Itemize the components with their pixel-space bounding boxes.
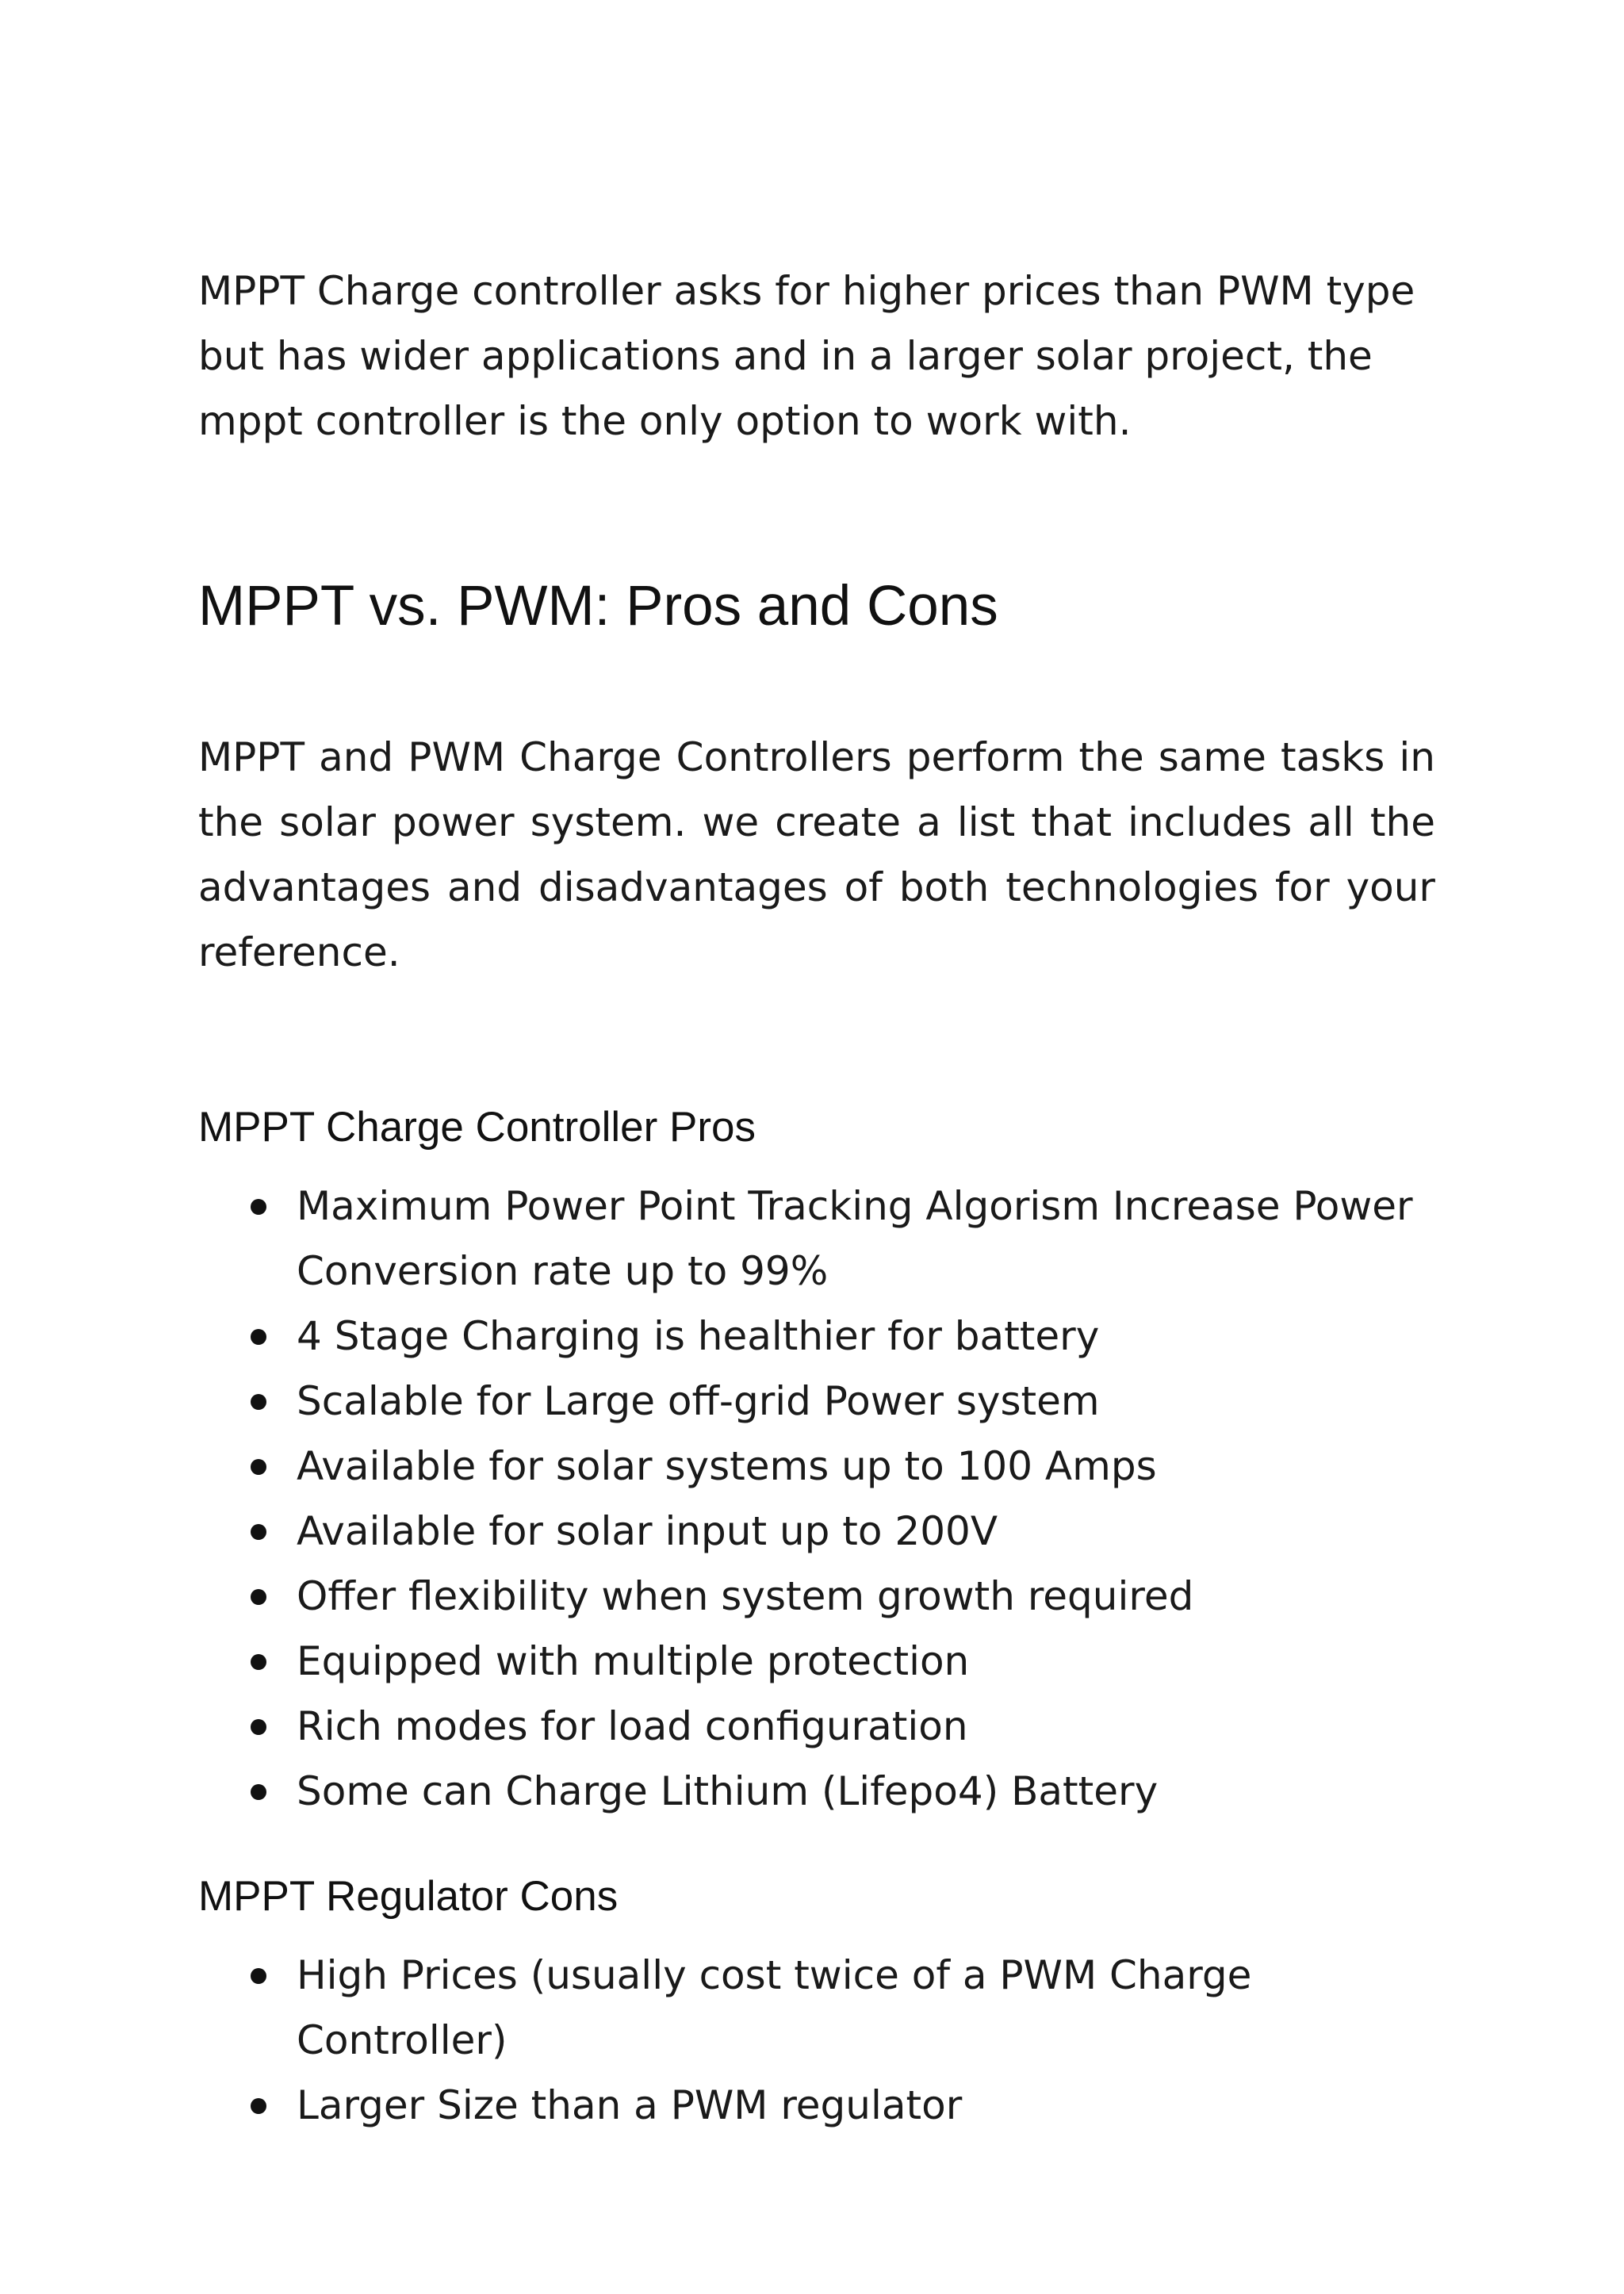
list-item-text: High Prices (usually cost twice of a PWM Charge Controller) (297, 1952, 1252, 2063)
list-item-text: Equipped with multiple protection (297, 1638, 970, 1684)
bullet-icon (251, 1199, 266, 1215)
list-item-text: Offer flexibility when system growth required (297, 1573, 1194, 1619)
list-item-text: Rich modes for load configuration (297, 1703, 968, 1749)
list-item-text: Available for solar input up to 200V (297, 1508, 998, 1554)
list-item (198, 1759, 1467, 1824)
list-item-text: Maximum Power Point Tracking Algorism Increase Power Conversion rate up to 99% (297, 1183, 1413, 1294)
bullet-icon (251, 1394, 266, 1410)
bullet-icon (251, 1968, 266, 1984)
list-item (198, 1943, 1467, 2073)
list-item (198, 1369, 1467, 1434)
list-item-text: Some can Charge Lithium (Lifepo4) Battery (297, 1768, 1159, 1814)
list-item (198, 1694, 1467, 1759)
bullet-icon (251, 1719, 266, 1735)
list-item (198, 1174, 1467, 1304)
list-item (198, 1499, 1467, 1564)
page-title: MPPT vs. PWM: Pros and Cons (198, 575, 998, 638)
bullet-icon (251, 1784, 266, 1800)
list-item-text: Larger Size than a PWM regulator (297, 2082, 963, 2128)
list-item (198, 2073, 1467, 2138)
list-item-text: Scalable for Large off-grid Power system (297, 1378, 1100, 1424)
bullet-icon (251, 2098, 266, 2114)
list-item (198, 1434, 1467, 1499)
cons-list (198, 1943, 1467, 2138)
list-item (198, 1304, 1467, 1369)
bullet-icon (251, 1329, 266, 1345)
bullet-icon (251, 1589, 266, 1605)
pros-heading: MPPT Charge Controller Pros (198, 1104, 756, 1151)
pros-section (198, 1174, 1467, 1824)
list-item (198, 1564, 1467, 1629)
bullet-icon (251, 1654, 266, 1670)
pros-list (198, 1174, 1467, 1824)
cons-section (198, 1943, 1467, 2138)
bullet-icon (251, 1459, 266, 1475)
intro-paragraph: MPPT Charge controller asks for higher prices than PWM type but has wider applications and in a larger solar project, the mppt controller is the only option to work with. (198, 268, 1415, 444)
list-item (198, 1629, 1467, 1694)
comparison-paragraph: MPPT and PWM Charge Controllers perform the same tasks in the solar power system. we create a list that includes all the advantages and disadvantages of both technologies for your reference. (198, 734, 1435, 975)
cons-heading: MPPT Regulator Cons (198, 1873, 619, 1920)
list-item-text: 4 Stage Charging is healthier for battery (297, 1313, 1100, 1359)
bullet-icon (251, 1524, 266, 1540)
list-item-text: Available for solar systems up to 100 Amps (297, 1443, 1157, 1489)
